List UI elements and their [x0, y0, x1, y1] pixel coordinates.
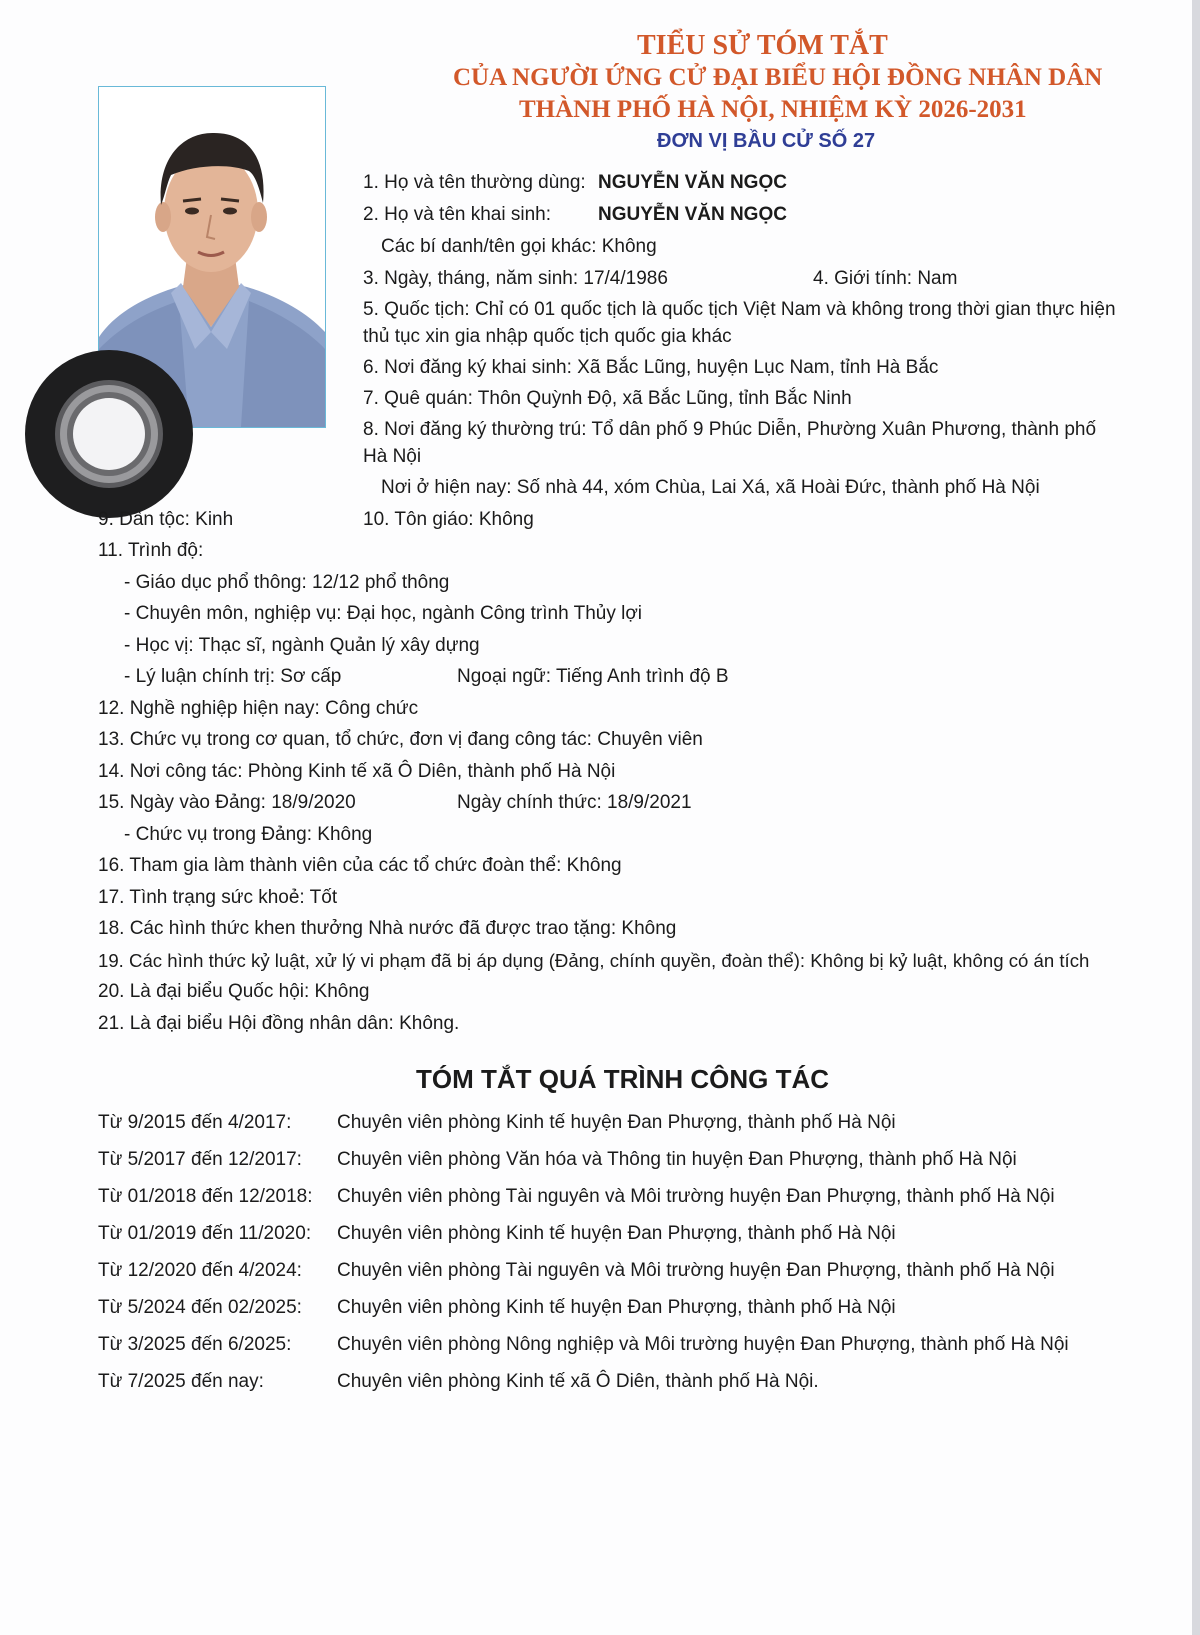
dob-line: 3. Ngày, tháng, năm sinh: 17/4/1986 — [363, 268, 668, 289]
document-title: TIỂU SỬ TÓM TẮT — [637, 30, 888, 61]
circle-sticker-icon — [25, 350, 193, 518]
general-education-line: - Giáo dục phổ thông: 12/12 phổ thông — [124, 572, 450, 593]
birth-name-label: 2. Họ và tên khai sinh: — [363, 204, 551, 225]
work-period: Từ 3/2025 đến 6/2025: — [98, 1334, 292, 1355]
residence-line-1: 8. Nơi đăng ký thường trú: Tổ dân phố 9 Phúc Diễn, Phường Xuân Phương, thành phố — [363, 419, 1097, 440]
work-history-title: TÓM TẮT QUÁ TRÌNH CÔNG TÁC — [416, 1064, 830, 1094]
work-period: Từ 5/2017 đến 12/2017: — [98, 1149, 302, 1170]
position-line: 13. Chức vụ trong cơ quan, tổ chức, đơn vị đang công tác: Chuyên viên — [98, 729, 703, 750]
work-period: Từ 01/2019 đến 11/2020: — [98, 1223, 312, 1244]
party-official-line: Ngày chính thức: 18/9/2021 — [457, 792, 692, 813]
work-period: Từ 01/2018 đến 12/2018: — [98, 1186, 313, 1207]
organizations-line: 16. Tham gia làm thành viên của các tổ chức đoàn thể: Không — [98, 855, 622, 876]
ethnicity-line: 9. Dân tộc: Kinh — [98, 509, 234, 530]
politics-line: - Lý luận chính trị: Sơ cấp — [124, 666, 342, 687]
awards-line: 18. Các hình thức khen thưởng Nhà nước đã được trao tặng: Không — [98, 918, 677, 939]
work-description: Chuyên viên phòng Kinh tế xã Ô Diên, thành phố Hà Nội. — [337, 1371, 819, 1392]
full-name-value: NGUYỄN VĂN NGỌC — [598, 172, 787, 193]
work-period: Từ 5/2024 đến 02/2025: — [98, 1297, 302, 1318]
nationality-line-1: 5. Quốc tịch: Chỉ có 01 quốc tịch là quốc tịch Việt Nam và không trong thời gian thực hiện — [363, 299, 1116, 320]
workplace-line: 14. Nơi công tác: Phòng Kinh tế xã Ô Diên, thành phố Hà Nội — [98, 761, 616, 782]
gender-line: 4. Giới tính: Nam — [813, 268, 958, 289]
work-period: Từ 12/2020 đến 4/2024: — [98, 1260, 302, 1281]
work-description: Chuyên viên phòng Tài nguyên và Môi trường huyện Đan Phượng, thành phố Hà Nội — [337, 1260, 1055, 1281]
document-subtitle-2: THÀNH PHỐ HÀ NỘI, NHIỆM KỲ 2026-2031 — [519, 96, 1027, 123]
work-description: Chuyên viên phòng Nông nghiệp và Môi trường huyện Đan Phượng, thành phố Hà Nội — [337, 1334, 1069, 1355]
health-line: 17. Tình trạng sức khoẻ: Tốt — [98, 887, 338, 908]
page-edge — [1192, 0, 1200, 1635]
occupation-line: 12. Nghề nghiệp hiện nay: Công chức — [98, 698, 419, 719]
hometown-line: 7. Quê quán: Thôn Quỳnh Độ, xã Bắc Lũng, tỉnh Bắc Ninh — [363, 388, 852, 409]
language-line: Ngoại ngữ: Tiếng Anh trình độ B — [457, 666, 729, 687]
work-period: Từ 9/2015 đến 4/2017: — [98, 1112, 292, 1133]
religion-line: 10. Tôn giáo: Không — [363, 509, 534, 530]
party-join-line: 15. Ngày vào Đảng: 18/9/2020 — [98, 792, 356, 813]
professional-line: - Chuyên môn, nghiệp vụ: Đại học, ngành Công trình Thủy lợi — [124, 603, 643, 624]
work-description: Chuyên viên phòng Văn hóa và Thông tin huyện Đan Phượng, thành phố Hà Nội — [337, 1149, 1017, 1170]
full-name-label: 1. Họ và tên thường dùng: — [363, 172, 586, 193]
residence-line-2: Hà Nội — [363, 446, 422, 467]
degree-line: - Học vị: Thạc sĩ, ngành Quản lý xây dựng — [124, 635, 480, 656]
electoral-unit: ĐƠN VỊ BẦU CỬ SỐ 27 — [657, 130, 876, 152]
work-description: Chuyên viên phòng Kinh tế huyện Đan Phượng, thành phố Hà Nội — [337, 1223, 896, 1244]
birth-place-line: 6. Nơi đăng ký khai sinh: Xã Bắc Lũng, huyện Lục Nam, tỉnh Hà Bắc — [363, 357, 939, 378]
na-delegate-line: 20. Là đại biểu Quốc hội: Không — [98, 981, 370, 1002]
discipline-line: 19. Các hình thức kỷ luật, xử lý vi phạm đã bị áp dụng (Đảng, chính quyền, đoàn thể): Không bị kỷ luật, không có án tích — [98, 950, 1090, 971]
work-period: Từ 7/2025 đến nay: — [98, 1371, 264, 1392]
work-description: Chuyên viên phòng Kinh tế huyện Đan Phượng, thành phố Hà Nội — [337, 1297, 896, 1318]
education-heading: 11. Trình độ: — [98, 540, 204, 561]
nationality-line-2: thủ tục xin gia nhập quốc tịch quốc gia khác — [363, 326, 732, 347]
document-subtitle-1: CỦA NGƯỜI ỨNG CỬ ĐẠI BIỂU HỘI ĐỒNG NHÂN DÂN — [453, 64, 1103, 91]
pc-delegate-line: 21. Là đại biểu Hội đồng nhân dân: Không. — [98, 1013, 460, 1034]
work-description: Chuyên viên phòng Kinh tế huyện Đan Phượng, thành phố Hà Nội — [337, 1112, 896, 1133]
alias-line: Các bí danh/tên gọi khác: Không — [381, 236, 657, 257]
birth-name-value: NGUYỄN VĂN NGỌC — [598, 204, 787, 225]
current-address-line: Nơi ở hiện nay: Số nhà 44, xóm Chùa, Lai Xá, xã Hoài Đức, thành phố Hà Nội — [381, 477, 1040, 498]
party-position-line: - Chức vụ trong Đảng: Không — [124, 824, 373, 845]
work-description: Chuyên viên phòng Tài nguyên và Môi trường huyện Đan Phượng, thành phố Hà Nội — [337, 1186, 1055, 1207]
